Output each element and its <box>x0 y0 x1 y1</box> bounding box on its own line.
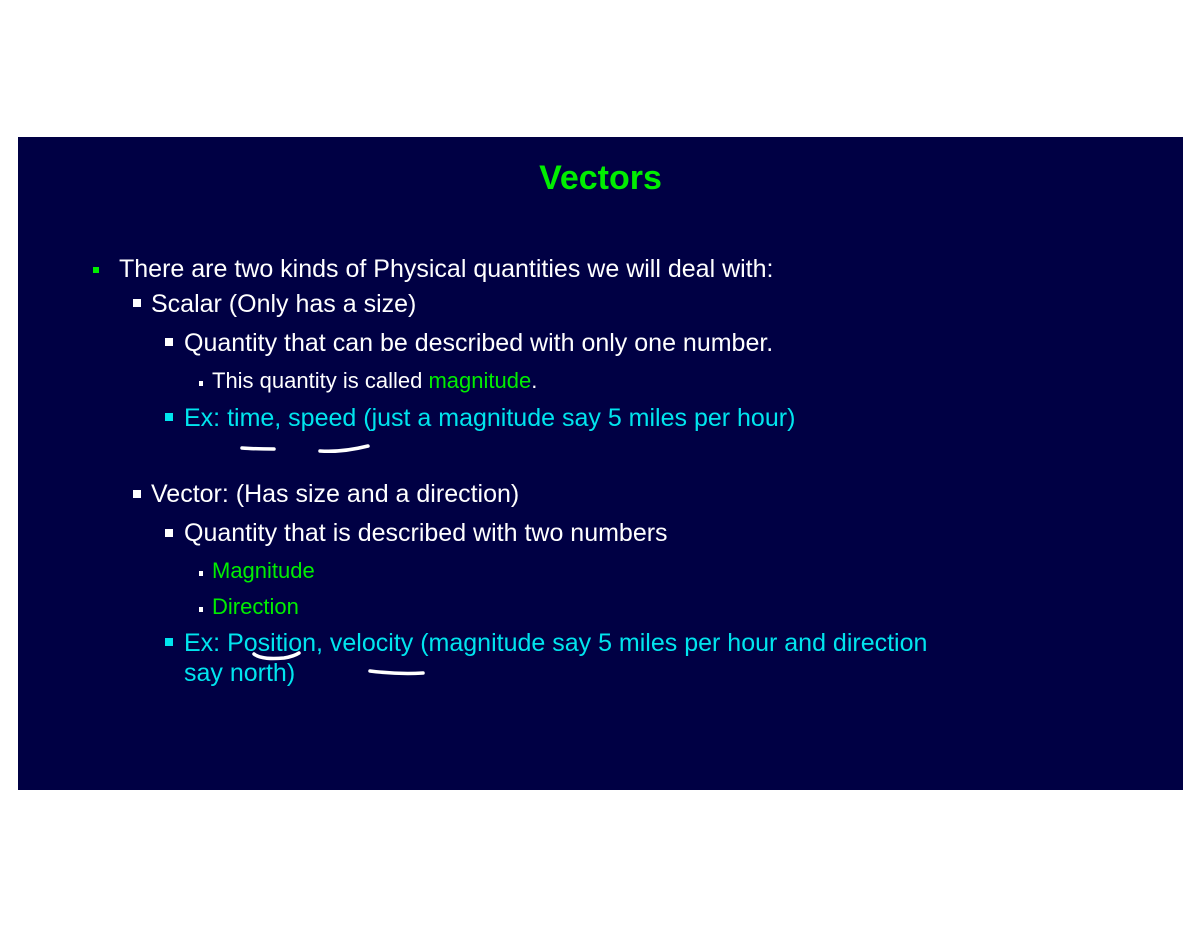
square-bullet-icon <box>133 490 141 498</box>
slide <box>18 137 1183 790</box>
magnitude-term: magnitude <box>428 368 532 393</box>
square-bullet-icon <box>165 413 173 421</box>
square-bullet-icon <box>165 529 173 537</box>
underline-mark-speed <box>320 446 368 451</box>
square-bullet-icon <box>199 571 203 576</box>
vector-heading: Vector: (Has size and a direction) <box>151 480 520 508</box>
scalar-description: Quantity that can be described with only one number. <box>184 329 774 357</box>
vector-detail-direction: Direction <box>212 594 299 619</box>
vector-example-line2: say north) <box>184 659 296 687</box>
magnitude-note-suffix: . <box>531 368 538 393</box>
magnitude-note <box>212 366 537 396</box>
magnitude-note-prefix: This quantity is called <box>212 368 429 393</box>
vector-detail-magnitude: Magnitude <box>212 558 315 583</box>
square-bullet-icon <box>199 607 203 612</box>
slide-title: Vectors <box>539 159 662 197</box>
scalar-heading: Scalar (Only has a size) <box>151 290 417 318</box>
underline-mark-velocity <box>370 671 423 673</box>
square-bullet-icon <box>165 338 173 346</box>
underline-mark-time <box>242 448 274 449</box>
handwritten-underlines <box>18 137 1183 790</box>
vector-example-line1: Ex: Position, velocity (magnitude say 5 miles per hour and direction <box>184 629 928 657</box>
square-bullet-icon <box>199 381 203 386</box>
intro-text: There are two kinds of Physical quantities we will deal with: <box>119 255 774 283</box>
square-bullet-icon <box>165 638 173 646</box>
vector-description: Quantity that is described with two numbers <box>184 519 668 547</box>
square-bullet-icon <box>93 267 99 273</box>
scalar-example: Ex: time, speed (just a magnitude say 5 miles per hour) <box>184 404 796 432</box>
square-bullet-icon <box>133 299 141 307</box>
